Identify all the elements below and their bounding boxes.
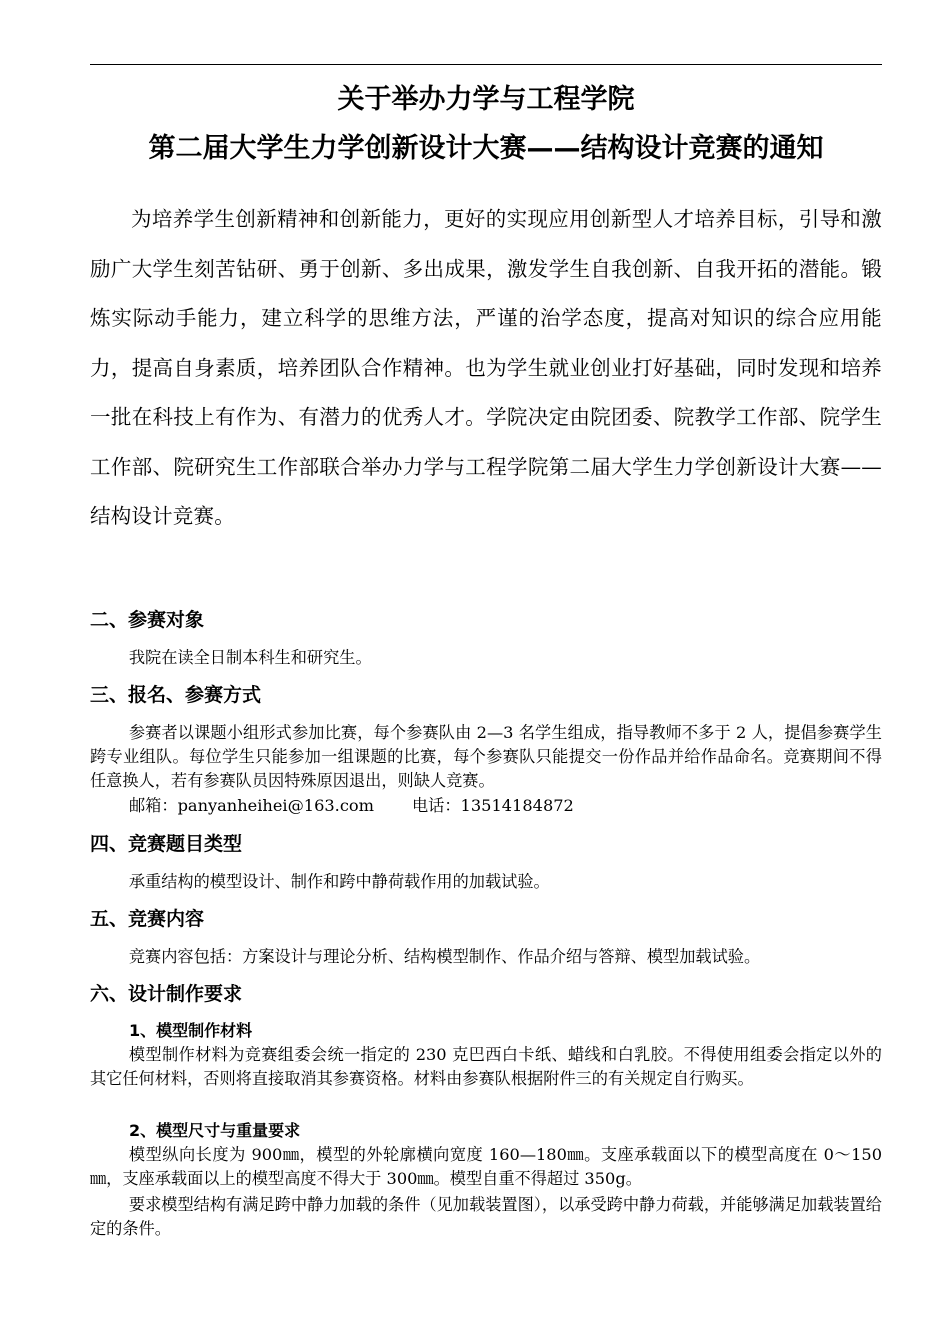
section-heading-requirements: 六、设计制作要求 <box>90 983 243 1005</box>
subsection-text-dimensions: 模型纵向长度为 900㎜，模型的外轮廓横向宽度 160—180㎜。支座承载面以下的模型高度在 0～150㎜，支座承载面以上的模型高度不得大于 300㎜。模型自重不得超过 350g。 <box>90 1145 882 1189</box>
subsection-text-loading: 要求模型结构有满足跨中静力加载的条件（见加载装置图），以承受跨中静力荷载，并能够满足加载装置给定的条件。 <box>90 1195 882 1239</box>
header-rule <box>90 64 882 65</box>
contact-info <box>129 794 574 818</box>
phone-label: 电话： <box>411 796 461 815</box>
email-label: 邮箱： <box>129 796 178 815</box>
section-heading-registration: 三、报名、参赛方式 <box>90 684 262 706</box>
document-title-line1: 关于举办力学与工程学院 <box>337 84 635 115</box>
section-heading-topic-type: 四、竞赛题目类型 <box>90 833 243 855</box>
section-heading-content: 五、竞赛内容 <box>90 908 205 930</box>
section-text-participants: 我院在读全日制本科生和研究生。 <box>128 648 372 667</box>
subsection-text-materials: 模型制作材料为竞赛组委会统一指定的 230 克巴西白卡纸、蜡线和白乳胶。不得使用组委会指定以外的其它任何材料，否则将直接取消其参赛资格。材料由参赛队根据附件三的有关规定自行购买。 <box>90 1045 882 1089</box>
section-text-content: 竞赛内容包括：方案设计与理论分析、结构模型制作、作品介绍与答辩、模型加载试验。 <box>128 947 761 966</box>
subsection-heading-materials: 1、模型制作材料 <box>129 1021 253 1040</box>
phone-number: 13514184872 <box>460 796 574 815</box>
subsection-heading-dimensions: 2、模型尺寸与重量要求 <box>129 1121 301 1140</box>
section-text-topic-type: 承重结构的模型设计、制作和跨中静荷载作用的加载试验。 <box>128 872 550 891</box>
section-heading-participants: 二、参赛对象 <box>90 609 205 631</box>
intro-paragraph: 为培养学生创新精神和创新能力，更好的实现应用创新型人才培养目标，引导和激励广大学生刻苦钻研、勇于创新、多出成果，激发学生自我创新、自我开拓的潜能。锻炼实际动手能力，建立科学的思维方法，严谨的治学态度，提高对知识的综合应用能力，提高自身素质，培养团队合作精神。也为学生就业创业打好基础，同时发现和培养一批在科技上有作为、有潜力的优秀人才。学院决定由院团委、院教学工作部、院学生工作部、院研究生工作部联合举办力学与工程学院第二届大学生力学创新设计大赛——结构设计竞赛。 <box>90 207 882 528</box>
document-title-line2: 第二届大学生力学创新设计大赛——结构设计竞赛的通知 <box>148 133 824 164</box>
section-text-registration: 参赛者以课题小组形式参加比赛，每个参赛队由 2—3 名学生组成，指导教师不多于 2 人，提倡参赛学生跨专业组队。每位学生只能参加一组课题的比赛，每个参赛队只能提交一份作品并给作品命名。竞赛期间不得任意换人，若有参赛队员因特殊原因退出，则缺人竞赛。 <box>90 723 882 791</box>
email-address[interactable]: panyanheihei@163.com <box>177 796 374 815</box>
